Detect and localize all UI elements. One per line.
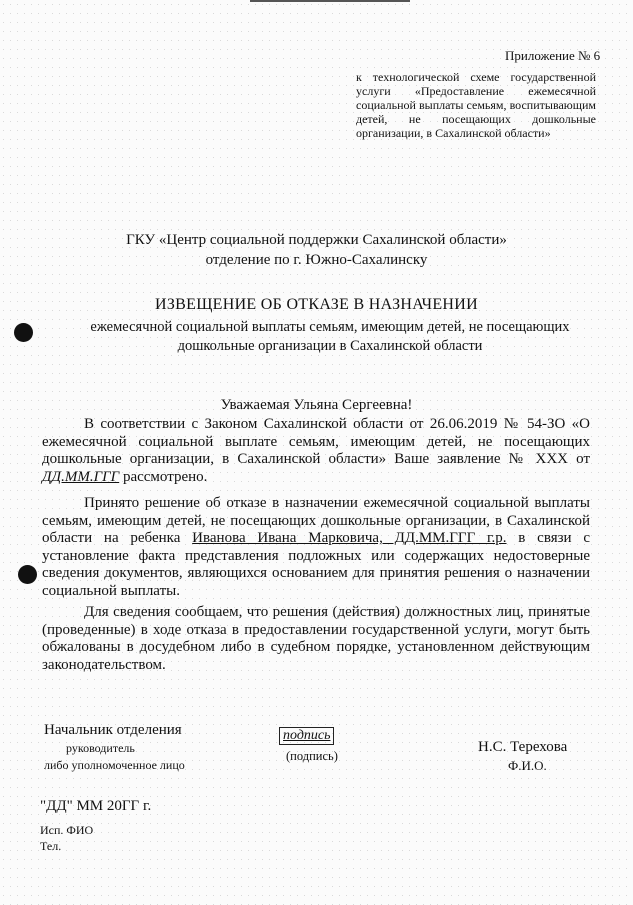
organization-header xyxy=(0,230,633,270)
appendix-description: к технологической схеме государственной услуги «Предоставление ежемесячной социальной выплаты семьям, воспитывающим детей, не посещающих дошкольные организации, в Сахалинской области» xyxy=(356,70,596,140)
organization-branch: отделение по г. Южно-Сахалинску xyxy=(205,252,428,268)
punch-hole xyxy=(14,323,33,342)
paragraph-review-text: В соответствии с Законом Сахалинской области от 26.06.2019 № 54-ЗО «О ежемесячной социальной выплате семьям, имеющим детей, не посещающих дошкольные организации, в Сахалинской области» Ваше заявление № ХХХ от xyxy=(42,416,590,467)
phone-line: Тел. xyxy=(40,839,62,853)
greeting: Уважаемая Ульяна Сергеевна! xyxy=(220,397,413,413)
paragraph-decision xyxy=(42,495,590,600)
appendix-number: Приложение № 6 xyxy=(505,48,601,63)
paragraph-decision-reason: в связи с установление факта представления подложных или содержащих недостоверные сведения документов, являющихся основанием для принятия решения о назначении социальной выплаты. xyxy=(42,530,590,599)
paragraph-appeal xyxy=(42,604,590,674)
scan-edge-mark xyxy=(250,0,410,2)
paragraph-review xyxy=(42,416,590,486)
signature-field: подпись xyxy=(279,727,334,745)
signatory-position-sub2: либо уполномоченное лицо xyxy=(44,758,185,772)
signer-name: Н.С. Терехова xyxy=(478,739,568,755)
notice-title: ИЗВЕЩЕНИЕ ОБ ОТКАЗЕ В НАЗНАЧЕНИИ xyxy=(154,296,478,313)
fio-caption: Ф.И.О. xyxy=(508,758,547,773)
signatory-position: Начальник отделения xyxy=(44,722,182,738)
notice-subtitle: ежемесячной социальной выплаты семьям, имеющим детей, не посещающих дошкольные организации в Сахалинской области xyxy=(90,319,570,354)
document-date: "ДД" ММ 20ГГ г. xyxy=(40,798,152,814)
paragraph-decision-text: Принято решение об отказе в назначении ежемесячной социальной выплаты семьям, имеющим детей, не посещающих дошкольные организации, в Сахалинской области на ребенка xyxy=(42,495,590,546)
paragraph-appeal-text: Для сведения сообщаем, что решения (действия) должностных лиц, принятые (проведенные) в ходе отказа в предоставлении государственной услуги, могут быть обжалованы в досудебном либо в судебном порядке, установленном действующим законодательством. xyxy=(42,604,590,673)
signature-caption: (подпись) xyxy=(286,749,338,763)
application-date: ДД.ММ.ГГГ xyxy=(42,468,120,485)
punch-hole xyxy=(18,565,37,584)
executor-line: Исп. ФИО xyxy=(40,823,94,837)
signatory-position-sub: руководитель xyxy=(66,741,135,755)
paragraph-review-end: рассмотрено. xyxy=(119,468,208,485)
child-name: Иванова Ивана Марковича, ДД.ММ.ГГГ г.р. xyxy=(192,530,507,546)
organization-name: ГКУ «Центр социальной поддержки Сахалинской области» xyxy=(126,232,507,248)
